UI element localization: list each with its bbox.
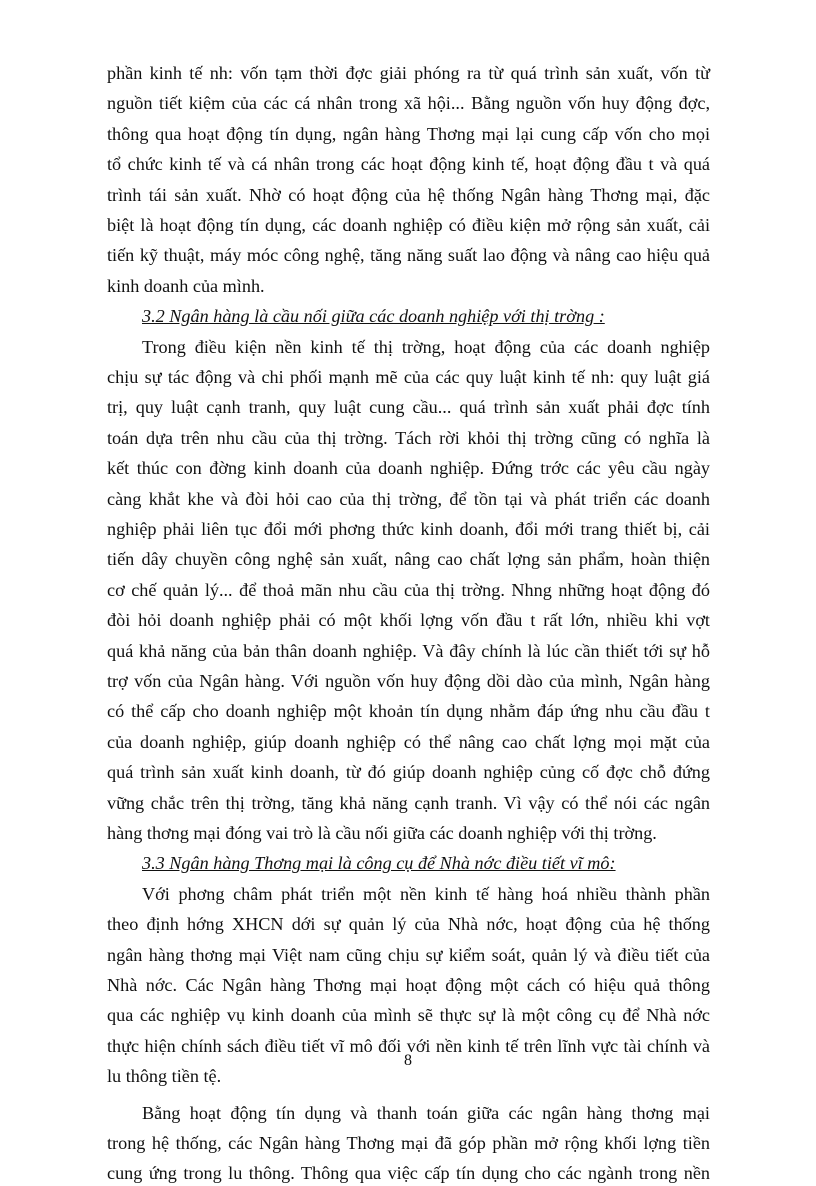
- text-line: quá khả năng của bản thân doanh nghiệp. Và đây chính là lúc cần thiết tới sự hỗ: [107, 640, 710, 661]
- text-line: nguồn tiết kiệm của các cá nhân trong xã hội... Bằng nguồn vốn huy động đợc,: [107, 93, 710, 114]
- text-line: tiến dây chuyền công nghệ sản xuất, nâng cao chất lợng sản phẩm, hoàn thiện: [107, 549, 710, 570]
- text-line: Bằng hoạt động tín dụng và thanh toán giữa các ngân hàng thơng mại: [142, 1102, 710, 1123]
- text-line: biệt là hoạt động tín dụng, các doanh nghiệp có điều kiện mở rộng sản xuất, cải: [107, 215, 710, 235]
- text-line: kết thúc con đờng kinh doanh của doanh nghiệp. Đứng trớc các yêu cầu ngày: [107, 458, 710, 479]
- text-line: lu thông tiền tệ.: [107, 1066, 222, 1087]
- text-line: hàng thơng mại đóng vai trò là cầu nối giữa các doanh nghiệp với thị trờng.: [107, 823, 657, 843]
- text-line: cơ chế quản lý... để thoả mãn nhu cầu của thị trờng. Nhng những hoạt động đó: [107, 579, 710, 600]
- section-heading-3-3: 3.3 Ngân hàng Thơng mại là công cụ để Nhà nớc điều tiết vĩ mô:: [142, 853, 616, 874]
- text-line: Trong điều kiện nền kinh tế thị trờng, hoạt động của các doanh nghiệp: [142, 336, 710, 357]
- text-line: trình tái sản xuất. Nhờ có hoạt động của hệ thống Ngân hàng Thơng mại, đặc: [107, 184, 710, 205]
- text-line: Nhà nớc. Các Ngân hàng Thơng mại hoạt động một cách có hiệu quả thông: [107, 975, 710, 995]
- text-line: trị, quy luật cạnh tranh, quy luật cung cầu... quá trình sản xuất phải đợc tính: [107, 397, 710, 418]
- text-line: quá trình sản xuất kinh doanh, từ đó giúp doanh nghiệp củng cố đợc chỗ đứng: [107, 762, 710, 783]
- text-line: qua các nghiệp vụ kinh doanh của mình sẽ thực sự là một công cụ để Nhà nớc: [107, 1005, 710, 1026]
- text-line: kinh doanh của mình.: [107, 275, 265, 296]
- text-line: toán dựa trên nhu cầu của thị trờng. Tách rời khỏi thị trờng cũng có nghĩa là: [107, 427, 710, 448]
- text-line: ngân hàng thơng mại Việt nam cũng chịu sự kiểm soát, quản lý và điều tiết của: [107, 944, 710, 965]
- text-line: chịu sự tác động và chi phối mạnh mẽ của các quy luật kinh tế nh: quy luật giá: [107, 367, 710, 387]
- text-line: càng khắt khe và đòi hỏi cao của thị trờng, để tồn tại và phát triển các doanh: [107, 488, 710, 509]
- text-line: có thể cấp cho doanh nghiệp một khoản tín dụng nhằm đáp ứng nhu cầu đầu t: [107, 701, 710, 722]
- text-line: thực hiện chính sách điều tiết vĩ mô đối với nền kinh tế trên lĩnh vực tài chính và: [107, 1035, 710, 1056]
- page-number: 8: [404, 1052, 412, 1069]
- text-line: vững chắc trên thị trờng, tăng khả năng cạnh tranh. Vì vậy có thể nói các ngân: [107, 792, 710, 813]
- text-line: trong hệ thống, các Ngân hàng Thơng mại đã góp phần mở rộng khối lợng tiền: [107, 1133, 710, 1153]
- section-heading-3-2: 3.2 Ngân hàng là cầu nối giữa các doanh nghiệp với thị trờng :: [142, 306, 605, 327]
- text-line: trợ vốn của Ngân hàng. Với nguồn vốn huy động dồi dào của mình, Ngân hàng: [107, 671, 710, 691]
- text-line: phần kinh tế nh: vốn tạm thời đợc giải phóng ra từ quá trình sản xuất, vốn từ: [107, 63, 710, 83]
- text-line: tiến kỹ thuật, máy móc công nghệ, tăng năng suất lao động và nâng cao hiệu quả: [107, 245, 710, 266]
- text-line: cung ứng trong lu thông. Thông qua việc cấp tín dụng cho các ngành trong nền: [107, 1163, 710, 1184]
- text-line: tổ chức kinh tế và cá nhân trong các hoạt động kinh tế, hoạt động đầu t và quá: [107, 154, 710, 175]
- text-line: thông qua hoạt động tín dụng, ngân hàng Thơng mại lại cung cấp vốn cho mọi: [107, 123, 710, 144]
- text-line: Với phơng châm phát triển một nền kinh tế hàng hoá nhiều thành phần: [142, 883, 710, 904]
- text-line: của doanh nghiệp, giúp doanh nghiệp có thể nâng cao chất lợng mọi mặt của: [107, 731, 710, 752]
- text-line: đòi hỏi doanh nghiệp phải có một khối lợng vốn đầu t rất lớn, nhiều khi vợt: [107, 610, 710, 631]
- text-line: theo định hớng XHCN dới sự quản lý của Nhà nớc, hoạt động của hệ thống: [107, 914, 710, 935]
- text-line: nghiệp phải liên tục đổi mới phơng thức kinh doanh, đổi mới trang thiết bị, cải: [107, 519, 710, 539]
